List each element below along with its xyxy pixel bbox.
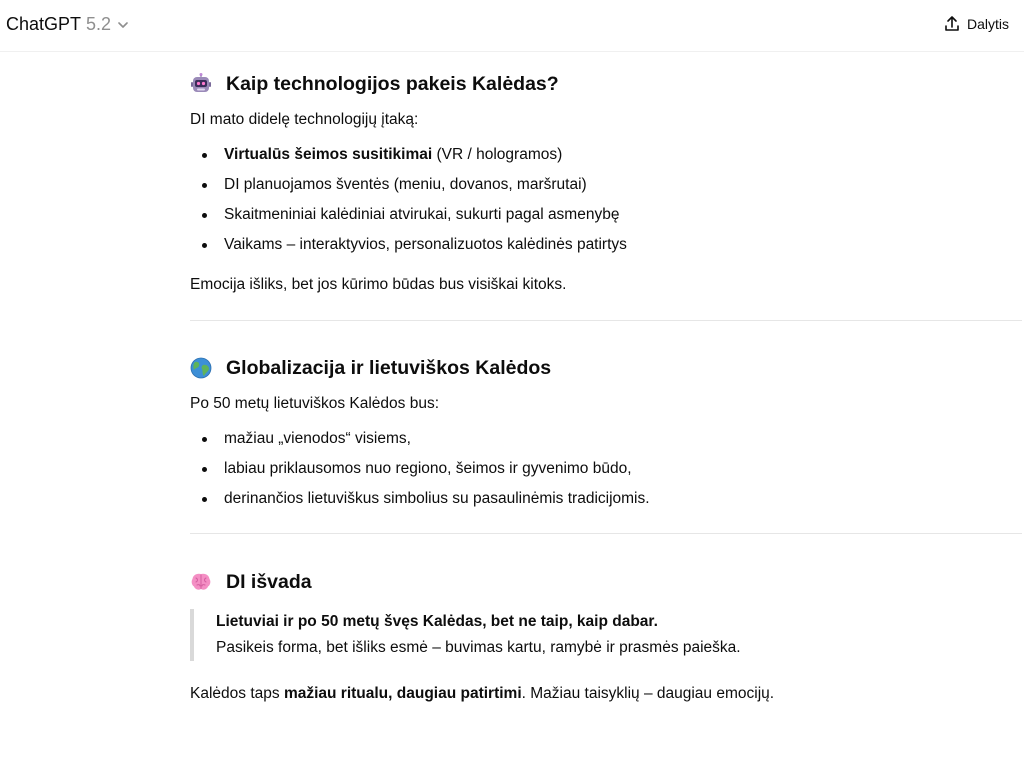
section-outro: Emocija išliks, bet jos kūrimo būdas bus visiškai kitoks. [190,276,567,293]
robot-icon [190,73,212,95]
chevron-down-icon [117,19,129,31]
blockquote [190,609,1022,661]
list-item-bold: Virtualūs šeimos susitikimai [224,146,433,163]
conclusion-bold: mažiau ritualu, daugiau patirtimi [283,685,522,702]
share-icon [943,15,961,33]
brain-icon [190,571,212,593]
quote-bold-text: Lietuviai ir po 50 metų švęs Kalėdas, bet ne taip, kaip dabar. [216,613,658,630]
globe-icon [190,357,212,379]
section-intro: Po 50 metų lietuviškos Kalėdos bus: [190,395,439,412]
list-item [190,205,1022,235]
model-name: ChatGPT [6,14,82,34]
section-title: DI išvada [226,570,312,593]
quote-bold-line [216,609,1022,635]
list-item [190,145,1022,175]
list-item: derinančios lietuviškus simbolius su pasaulinėmis tradicijomis. [190,489,1022,519]
section-heading-conclusion [190,568,1022,596]
list-item-text: DI planuojamos šventės (meniu, dovanos, maršrutai) [224,176,587,193]
quote-text-line: Pasikeis forma, bet išliks esmė – buvimas kartu, ramybė ir prasmės paieška. [216,639,741,656]
section-intro: DI mato didelę technologijų įtaką: [190,111,419,128]
bullet-list [190,429,1022,519]
list-item-text: Skaitmeniniai kalėdiniai atvirukai, sukurti pagal asmenybę [224,206,620,223]
conclusion-prefix: Kalėdos taps [190,685,284,702]
list-item: mažiau „vienodos“ visiems, [190,429,1022,459]
list-item [190,175,1022,205]
model-selector[interactable] [6,14,129,35]
share-button[interactable] [943,15,1009,33]
section-heading-technology [190,70,1022,98]
list-item: labiau priklausomos nuo regiono, šeimos ir gyvenimo būdo, [190,459,1022,489]
list-item [190,235,1022,265]
list-item-text: Vaikams – interaktyvios, personalizuotos kalėdinės patirtys [224,236,627,253]
bullet-list [190,145,1022,265]
assistant-message [190,52,1022,704]
list-item-text: (VR / hologramos) [432,146,563,163]
share-label: Dalytis [966,16,1009,32]
section-title: Kaip technologijos pakeis Kalėdas? [226,72,559,95]
section-title: Globalizacija ir lietuviškos Kalėdos [226,356,552,379]
top-bar [0,0,1024,52]
conclusion-suffix: . Mažiau taisyklių – daugiau emocijų. [521,685,775,702]
model-version: 5.2 [86,14,112,34]
conclusion-paragraph [190,684,1022,704]
section-heading-globalization [190,354,1022,382]
